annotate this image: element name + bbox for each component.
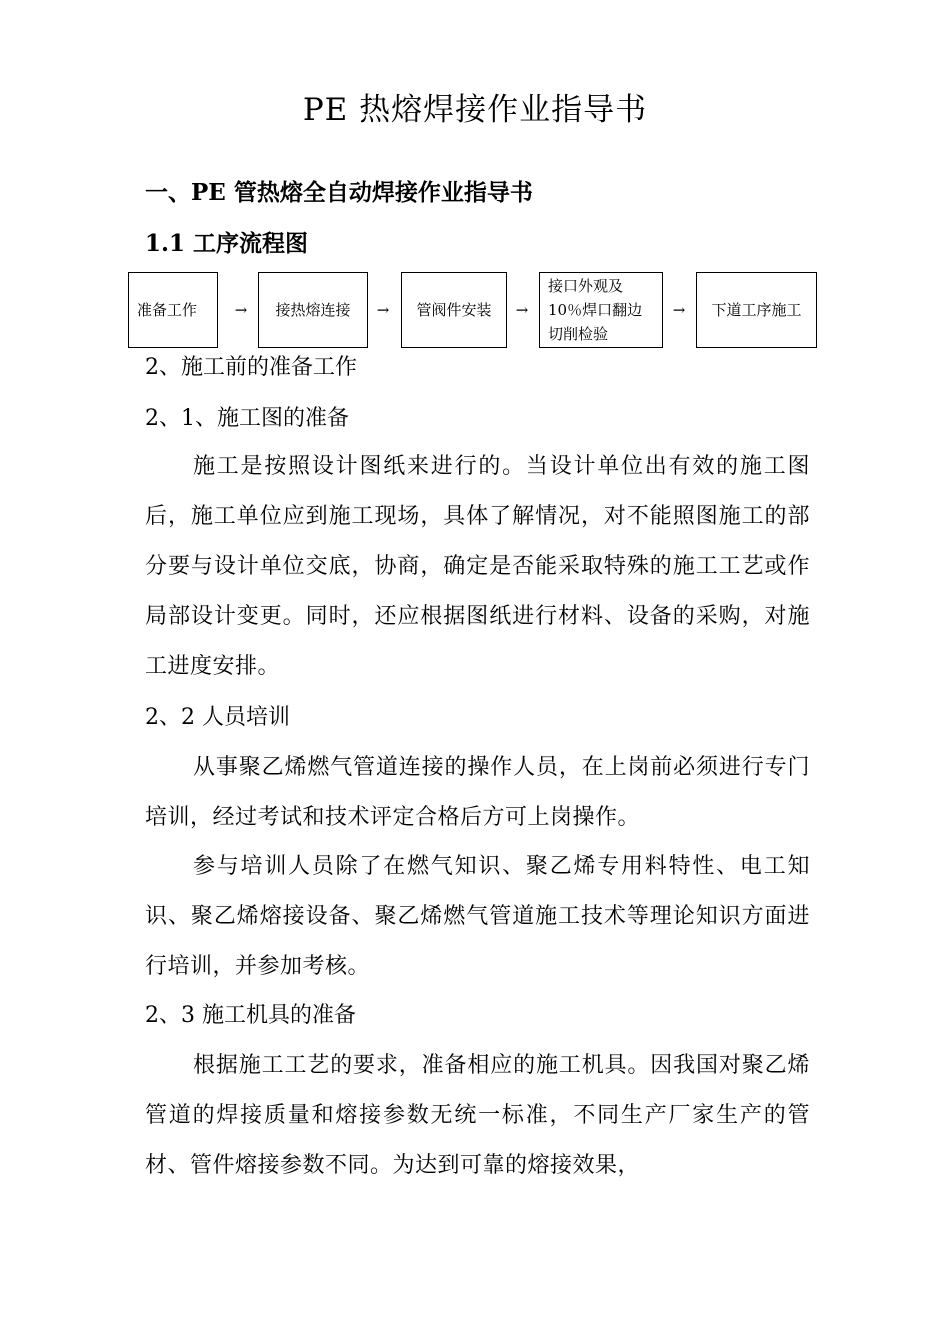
paragraph-drawings: 施工是按照设计图纸来进行的。当设计单位出有效的施工图后，施工单位应到施工现场，具体了解情况，对不能照图施工的部分要与设计单位交底，协商，确定是否能采取特殊的施工工艺或作局部设计变更。同时，还应根据图纸进行材料、设备的采购，对施工进度安排。: [145, 454, 810, 679]
section-1-heading: 一、PE 管热熔全自动焊接作业指导书: [145, 179, 533, 206]
document-title: PE 热熔焊接作业指导书: [302, 92, 648, 128]
flow-arrow: →: [376, 301, 390, 319]
flow-step-fusion: [258, 272, 368, 348]
flow-arrow: →: [515, 301, 529, 319]
flow-step-install: [401, 272, 507, 348]
flow-arrow: →: [234, 301, 248, 319]
section-2-3-heading: 2、3 施工机具的准备: [145, 1003, 356, 1028]
section-2-2-heading: 2、2 人员培训: [145, 705, 290, 730]
section-2-heading: 2、施工前的准备工作: [145, 355, 357, 380]
flow-step-label: 管阀件安装: [416, 301, 492, 319]
flow-step-next: [696, 272, 817, 348]
flow-step-inspection: [539, 272, 663, 348]
paragraph-training-b: 参与培训人员除了在燃气知识、聚乙烯专用料特性、电工知识、聚乙烯熔接设备、聚乙烯燃气管道施工技术等理论知识方面进行培训，并参加考核。: [145, 854, 810, 979]
section-1-1-heading: 1.1 工序流程图: [145, 230, 309, 257]
paragraph-training-a: 从事聚乙烯燃气管道连接的操作人员，在上岗前必须进行专门培训，经过考试和技术评定合格后方可上岗操作。: [145, 755, 810, 830]
flow-arrow: →: [672, 301, 686, 319]
paragraph-tools: 根据施工工艺的要求，准备相应的施工机具。因我国对聚乙烯管道的焊接质量和熔接参数无统一标准，不同生产厂家生产的管材、管件熔接参数不同。为达到可靠的熔接效果，: [145, 1053, 810, 1178]
flow-step-label: 下道工序施工: [711, 301, 802, 319]
flow-step-label: 接热熔连接: [275, 301, 351, 319]
flow-step-label: 接口外观及10％焊口翻边切削检验: [548, 277, 643, 343]
flow-step-prepare: [128, 272, 218, 348]
flow-step-label: 准备工作: [137, 301, 198, 319]
section-2-1-heading: 2、1、施工图的准备: [145, 406, 349, 431]
process-flow-chart: [128, 272, 818, 352]
